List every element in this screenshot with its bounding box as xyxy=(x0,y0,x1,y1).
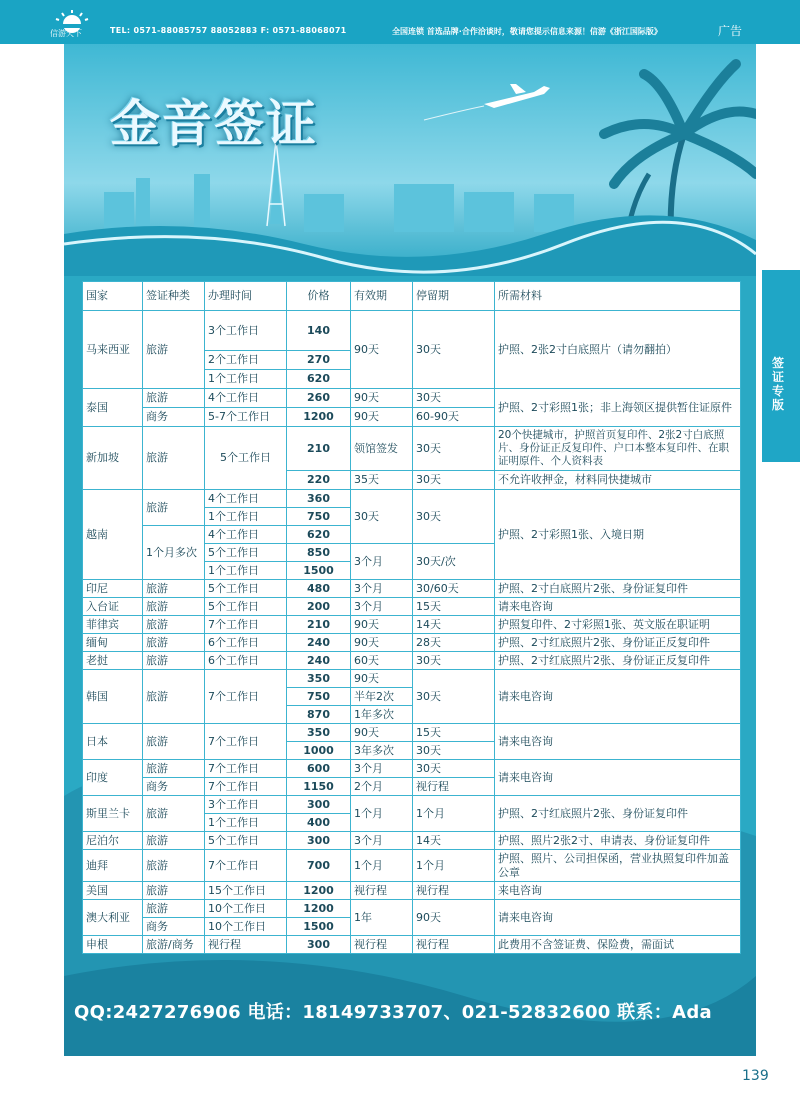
cell-type: 旅游 xyxy=(143,652,205,670)
cell-price: 750 xyxy=(287,508,351,526)
cell-validity: 1年 xyxy=(351,900,413,936)
cell-time: 10个工作日 xyxy=(205,918,287,936)
cell-type: 旅游 xyxy=(143,311,205,389)
cell-stay: 28天 xyxy=(413,634,495,652)
cell-country: 韩国 xyxy=(83,670,143,724)
table-row xyxy=(83,850,741,882)
cell-materials: 护照、2张2寸白底照片（请勿翻拍） xyxy=(495,311,741,389)
cell-price: 1200 xyxy=(287,408,351,427)
cell-materials: 不允许收押金，材料同快捷城市 xyxy=(495,471,741,490)
cell-stay: 30天 xyxy=(413,490,495,544)
cell-validity: 3个月 xyxy=(351,580,413,598)
cell-stay: 15天 xyxy=(413,598,495,616)
cell-price: 700 xyxy=(287,850,351,882)
cell-price: 200 xyxy=(287,598,351,616)
cell-price: 300 xyxy=(287,832,351,850)
cell-price: 350 xyxy=(287,670,351,688)
cell-country: 迪拜 xyxy=(83,850,143,882)
cell-stay: 90天 xyxy=(413,900,495,936)
cell-validity: 35天 xyxy=(351,471,413,490)
cell-materials: 护照、2寸红底照片2张、身份证正反复印件 xyxy=(495,652,741,670)
cell-country: 马来西亚 xyxy=(83,311,143,389)
table-header-row xyxy=(83,282,741,311)
table-row xyxy=(83,580,741,598)
cell-time: 5-7个工作日 xyxy=(205,408,287,427)
cell-time: 5个工作日 xyxy=(205,580,287,598)
cell-price: 1150 xyxy=(287,778,351,796)
cell-validity: 3个月 xyxy=(351,598,413,616)
header-visa-type: 签证种类 xyxy=(143,282,205,311)
cell-validity: 1个月 xyxy=(351,796,413,832)
cell-price: 620 xyxy=(287,370,351,389)
cell-country: 越南 xyxy=(83,490,143,580)
visa-price-table xyxy=(82,281,741,954)
cell-stay: 60-90天 xyxy=(413,408,495,427)
cell-price: 260 xyxy=(287,389,351,408)
ad-label: 广告 xyxy=(718,24,743,38)
cell-price: 750 xyxy=(287,688,351,706)
cell-validity: 领馆签发 xyxy=(351,427,413,471)
cell-country: 缅甸 xyxy=(83,634,143,652)
cell-country: 印尼 xyxy=(83,580,143,598)
cell-price: 210 xyxy=(287,427,351,471)
cell-price: 270 xyxy=(287,351,351,370)
cell-validity: 90天 xyxy=(351,389,413,408)
cell-materials: 护照、2寸红底照片2张、身份证正反复印件 xyxy=(495,634,741,652)
cell-type: 旅游 xyxy=(143,882,205,900)
cell-validity: 90天 xyxy=(351,616,413,634)
cell-country: 印度 xyxy=(83,760,143,796)
banner-scene xyxy=(64,44,756,276)
header-stay: 停留期 xyxy=(413,282,495,311)
cell-type: 旅游 xyxy=(143,634,205,652)
cell-validity: 3年多次 xyxy=(351,742,413,760)
cell-type: 旅游 xyxy=(143,389,205,408)
cell-validity: 90天 xyxy=(351,311,413,389)
cell-time: 5个工作日 xyxy=(205,598,287,616)
cell-materials: 此费用不含签证费、保险费，需面试 xyxy=(495,936,741,954)
cell-country: 泰国 xyxy=(83,389,143,427)
table-row xyxy=(83,796,741,814)
cell-materials: 护照、2寸白底照片2张、身份证复印件 xyxy=(495,580,741,598)
cell-validity: 90天 xyxy=(351,634,413,652)
cell-materials: 20个快捷城市，护照首页复印件、2张2寸白底照片、身份证正反复印件、户口本整本复印件、在职证明原件、个人资料表 xyxy=(495,427,741,471)
cell-type: 旅游 xyxy=(143,598,205,616)
cell-validity: 60天 xyxy=(351,652,413,670)
table-row xyxy=(83,427,741,471)
cell-materials: 护照、照片、公司担保函，营业执照复印件加盖公章 xyxy=(495,850,741,882)
cell-type: 旅游 xyxy=(143,616,205,634)
page-number: 139 xyxy=(742,1068,769,1084)
cell-price: 620 xyxy=(287,526,351,544)
table-row xyxy=(83,882,741,900)
table-row xyxy=(83,670,741,688)
cell-stay: 14天 xyxy=(413,832,495,850)
cell-stay: 30天 xyxy=(413,427,495,471)
cell-country: 澳大利亚 xyxy=(83,900,143,936)
cell-country: 入台证 xyxy=(83,598,143,616)
cell-validity: 视行程 xyxy=(351,936,413,954)
cell-stay: 15天 xyxy=(413,724,495,742)
cell-country: 申根 xyxy=(83,936,143,954)
cell-stay: 30/60天 xyxy=(413,580,495,598)
cell-materials: 护照、2寸红底照片2张、身份证复印件 xyxy=(495,796,741,832)
table-row xyxy=(83,634,741,652)
cell-price: 140 xyxy=(287,311,351,351)
cell-time: 10个工作日 xyxy=(205,900,287,918)
cell-price: 300 xyxy=(287,936,351,954)
table-row xyxy=(83,760,741,778)
cell-time: 视行程 xyxy=(205,936,287,954)
cell-validity: 2个月 xyxy=(351,778,413,796)
cell-validity: 90天 xyxy=(351,724,413,742)
cell-type: 商务 xyxy=(143,778,205,796)
cell-stay: 30天 xyxy=(413,311,495,389)
cell-price: 1200 xyxy=(287,882,351,900)
cell-time: 4个工作日 xyxy=(205,490,287,508)
cell-validity: 3个月 xyxy=(351,544,413,580)
header-contact: TEL: 0571-88085757 88052883 F: 0571-88068071 xyxy=(110,26,347,35)
cell-time: 6个工作日 xyxy=(205,652,287,670)
cell-price: 240 xyxy=(287,652,351,670)
side-tab-label: 签证专版 xyxy=(771,356,784,412)
logo-text: 信游天下 xyxy=(50,29,82,38)
cell-time: 7个工作日 xyxy=(205,760,287,778)
cell-time: 7个工作日 xyxy=(205,670,287,724)
table-row xyxy=(83,900,741,918)
cell-time: 7个工作日 xyxy=(205,616,287,634)
cell-price: 210 xyxy=(287,616,351,634)
cell-type: 商务 xyxy=(143,918,205,936)
cell-country: 斯里兰卡 xyxy=(83,796,143,832)
cell-price: 360 xyxy=(287,490,351,508)
cell-time: 5个工作日 xyxy=(205,427,287,490)
table-row xyxy=(83,598,741,616)
cell-stay: 视行程 xyxy=(413,778,495,796)
cell-country: 尼泊尔 xyxy=(83,832,143,850)
cell-type: 旅游 xyxy=(143,580,205,598)
cell-stay: 1个月 xyxy=(413,850,495,882)
cell-price: 300 xyxy=(287,796,351,814)
cell-price: 1200 xyxy=(287,900,351,918)
cell-validity: 90天 xyxy=(351,670,413,688)
header-validity: 有效期 xyxy=(351,282,413,311)
cell-type: 商务 xyxy=(143,408,205,427)
header-country: 国家 xyxy=(83,282,143,311)
cell-price: 400 xyxy=(287,814,351,832)
cell-materials: 护照、2寸彩照1张；非上海领区提供暂住证原件 xyxy=(495,389,741,427)
cell-price: 240 xyxy=(287,634,351,652)
cell-stay: 1个月 xyxy=(413,796,495,832)
table-row xyxy=(83,652,741,670)
cell-price: 480 xyxy=(287,580,351,598)
cell-country: 新加坡 xyxy=(83,427,143,490)
cell-price: 1500 xyxy=(287,918,351,936)
cell-time: 3个工作日 xyxy=(205,311,287,351)
cell-materials: 请来电咨询 xyxy=(495,670,741,724)
cell-type: 旅游 xyxy=(143,724,205,760)
cell-type: 旅游 xyxy=(143,760,205,778)
header-slogan: 全国连锁 首选品牌·合作洽谈时，敬请您提示信息来源！信游《浙江国际版》 xyxy=(392,27,662,36)
cell-time: 1个工作日 xyxy=(205,814,287,832)
table-row xyxy=(83,832,741,850)
cell-type: 旅游 xyxy=(143,427,205,490)
footer-url: www.zyoo.net xyxy=(276,1066,339,1076)
cell-type: 旅游/商务 xyxy=(143,936,205,954)
header-price: 价格 xyxy=(287,282,351,311)
header-materials: 所需材料 xyxy=(495,282,741,311)
cell-type: 旅游 xyxy=(143,670,205,724)
header-bar xyxy=(0,0,800,44)
cell-stay: 30天 xyxy=(413,389,495,408)
cell-price: 1000 xyxy=(287,742,351,760)
footer-sub: 全国电子版 · 旅游大辞典 xyxy=(166,1069,265,1079)
cell-time: 1个工作日 xyxy=(205,370,287,389)
cell-stay: 30天/次 xyxy=(413,544,495,580)
cell-price: 600 xyxy=(287,760,351,778)
cell-materials: 护照、2寸彩照1张、入境日期 xyxy=(495,490,741,580)
cell-materials: 请来电咨询 xyxy=(495,598,741,616)
cell-materials: 请来电咨询 xyxy=(495,760,741,796)
cell-price: 220 xyxy=(287,471,351,490)
cell-price: 850 xyxy=(287,544,351,562)
cell-stay: 视行程 xyxy=(413,936,495,954)
cell-type: 旅游 xyxy=(143,900,205,918)
cell-time: 4个工作日 xyxy=(205,389,287,408)
cell-time: 4个工作日 xyxy=(205,526,287,544)
cell-time: 1个工作日 xyxy=(205,508,287,526)
cell-materials: 护照、照片2张2寸、申请表、身份证复印件 xyxy=(495,832,741,850)
cell-time: 7个工作日 xyxy=(205,778,287,796)
cell-time: 3个工作日 xyxy=(205,796,287,814)
cell-country: 美国 xyxy=(83,882,143,900)
cell-time: 7个工作日 xyxy=(205,850,287,882)
cell-time: 5个工作日 xyxy=(205,832,287,850)
cell-validity: 1年多次 xyxy=(351,706,413,724)
cell-time: 7个工作日 xyxy=(205,724,287,760)
table-row xyxy=(83,724,741,742)
contact-line: QQ:2427276906 电话：18149733707、021-52832600 联系：Ada xyxy=(74,1002,712,1023)
cell-country: 老挝 xyxy=(83,652,143,670)
cell-type: 旅游 xyxy=(143,832,205,850)
cell-type: 旅游 xyxy=(143,850,205,882)
cell-type: 旅游 xyxy=(143,796,205,832)
cell-validity: 视行程 xyxy=(351,882,413,900)
cell-time: 6个工作日 xyxy=(205,634,287,652)
cell-time: 15个工作日 xyxy=(205,882,287,900)
cell-materials: 来电咨询 xyxy=(495,882,741,900)
header-processing-time: 办理时间 xyxy=(205,282,287,311)
footer-brand: 浙江 国际版 xyxy=(80,1066,145,1080)
cell-type: 1个月多次 xyxy=(143,526,205,580)
cell-time: 5个工作日 xyxy=(205,544,287,562)
table-row xyxy=(83,936,741,954)
cell-country: 菲律宾 xyxy=(83,616,143,634)
cell-stay: 30天 xyxy=(413,742,495,760)
cell-time: 2个工作日 xyxy=(205,351,287,370)
cell-validity: 30天 xyxy=(351,490,413,544)
table-row xyxy=(83,311,741,351)
cell-price: 870 xyxy=(287,706,351,724)
cell-stay: 14天 xyxy=(413,616,495,634)
table-row xyxy=(83,616,741,634)
cell-validity: 90天 xyxy=(351,408,413,427)
cell-validity: 1个月 xyxy=(351,850,413,882)
banner-title: 金音签证 xyxy=(110,95,318,153)
cell-materials: 请来电咨询 xyxy=(495,724,741,760)
cell-validity: 3个月 xyxy=(351,832,413,850)
cell-validity: 半年2次 xyxy=(351,688,413,706)
cell-price: 1500 xyxy=(287,562,351,580)
cell-country: 日本 xyxy=(83,724,143,760)
cell-price: 350 xyxy=(287,724,351,742)
cell-stay: 视行程 xyxy=(413,882,495,900)
cell-materials: 请来电咨询 xyxy=(495,900,741,936)
cell-stay: 30天 xyxy=(413,652,495,670)
table-row xyxy=(83,490,741,508)
cell-stay: 30天 xyxy=(413,670,495,724)
cell-time: 1个工作日 xyxy=(205,562,287,580)
table-row xyxy=(83,389,741,408)
cell-validity: 3个月 xyxy=(351,760,413,778)
cell-stay: 30天 xyxy=(413,471,495,490)
cell-type: 旅游 xyxy=(143,490,205,526)
cell-stay: 30天 xyxy=(413,760,495,778)
cell-materials: 护照复印件、2寸彩照1张、英文版在职证明 xyxy=(495,616,741,634)
